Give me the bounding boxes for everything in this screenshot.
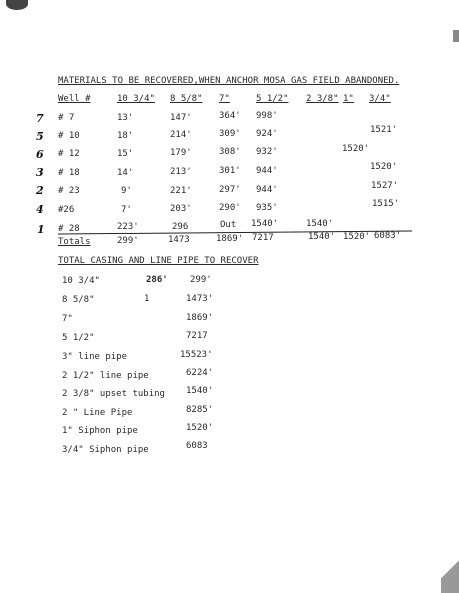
summary-value: 1473' [186,294,214,304]
handwritten-mark: 6 [36,148,44,161]
summary-label: 5 1/2" [62,333,95,343]
summary-label: 1" Siphon pipe [62,426,138,436]
handwritten-mark: 2 [36,184,44,197]
cell-10-3-4: 13' [117,113,134,123]
cell-5-1-2: 932' [256,147,278,157]
cell-well: # 12 [58,149,80,159]
cell-2-3-8: 1540' [306,219,334,229]
cell-1: 1520' [342,144,370,154]
cell-10-3-4: 18' [117,131,134,141]
cell-10-3-4: 14' [117,168,134,178]
scan-edge-mark [453,30,459,42]
cell-7: 309' [219,129,241,139]
cell-5-1-2: 998' [256,111,278,121]
summary-value: 1869' [186,313,214,323]
cell-10-3-4: 15' [117,149,134,159]
header-well: Well # [58,94,91,104]
cell-10-3-4: 223' [117,222,139,232]
scan-blot [6,0,28,10]
cell-8-5-8: 179' [170,148,192,158]
cell-5-1-2: 1540' [251,219,279,229]
cell-5-1-2: 944' [256,185,278,195]
handwritten-mark: 5 [36,130,44,143]
summary-note: 286' [146,275,168,285]
cell-3-4: 1515' [372,199,400,209]
cell-well: # 7 [58,113,75,123]
summary-value: 8285' [186,405,214,415]
cell-well: # 28 [58,224,80,234]
cell-well: # 10 [58,131,80,141]
summary-value: 1520' [186,423,214,433]
summary-label: 7" [62,314,73,324]
summary-value: 1540' [186,386,214,396]
totals-1: 1520' [343,232,371,242]
totals-8-5-8: 1473 [168,235,190,245]
summary-value: 7217 [186,331,208,341]
summary-label: 2 3/8" upset tubing [62,389,165,399]
summary-value: 6224' [186,368,214,378]
totals-2-3-8: 1540' [308,232,336,242]
header-8-5-8: 8 5/8" [170,94,203,104]
cell-8-5-8: 147' [170,113,192,123]
totals-label: Totals [58,237,91,247]
summary-note: 1 [144,294,150,304]
cell-7: 364' [219,111,241,121]
header-2-3-8: 2 3/8" [306,94,339,104]
cell-5-1-2: 924' [256,129,278,139]
handwritten-mark: 7 [36,112,44,125]
header-3-4: 3/4" [369,94,391,104]
handwritten-mark: 1 [37,223,45,236]
cell-7: 301' [219,166,241,176]
summary-value: 15523' [180,350,213,360]
cell-well: # 18 [58,168,80,178]
cell-7: 308' [219,147,241,157]
header-5-1-2: 5 1/2" [256,94,289,104]
header-10-3-4: 10 3/4" [117,94,155,104]
summary-label: 2 1/2" line pipe [62,371,149,381]
page-corner-shadow [441,545,459,593]
cell-5-1-2: 944' [256,166,278,176]
summary-value: 299' [190,275,212,285]
cell-3-4: 1527' [371,181,399,191]
cell-well: # 23 [58,186,80,196]
cell-8-5-8: 203' [170,204,192,214]
summary-label: 3" line pipe [62,352,128,362]
summary-label: 8 5/8" [62,295,95,305]
cell-7: 290' [219,203,241,213]
cell-3-4: 1520' [370,162,398,172]
cell-8-5-8: 296 [172,222,189,232]
summary-label: 2 " Line Pipe [62,408,133,418]
cell-8-5-8: 221' [170,186,192,196]
cell-8-5-8: 214' [170,130,192,140]
summary-label: 3/4" Siphon pipe [62,445,149,455]
handwritten-mark: 4 [36,203,44,216]
cell-10-3-4: 9' [121,186,132,196]
header-7: 7" [219,94,230,104]
totals-3-4: 6083' [374,231,402,241]
totals-5-1-2: 7217 [252,233,274,243]
header-1: 1" [343,94,354,104]
cell-7: Out [220,220,237,230]
summary-title: TOTAL CASING AND LINE PIPE TO RECOVER [58,256,259,266]
totals-7: 1869' [216,234,244,244]
cell-8-5-8: 213' [170,167,192,177]
cell-5-1-2: 935' [256,203,278,213]
summary-label: 10 3/4" [62,276,100,286]
cell-well: #26 [58,205,75,215]
cell-7: 297' [219,185,241,195]
handwritten-mark: 3 [36,166,44,179]
totals-10-3-4: 299' [117,236,139,246]
cell-3-4: 1521' [370,125,398,135]
cell-10-3-4: 7' [121,205,132,215]
page-title: MATERIALS TO BE RECOVERED,WHEN ANCHOR MOSA GAS FIELD ABANDONED. [58,76,400,86]
summary-value: 6083 [186,441,208,451]
